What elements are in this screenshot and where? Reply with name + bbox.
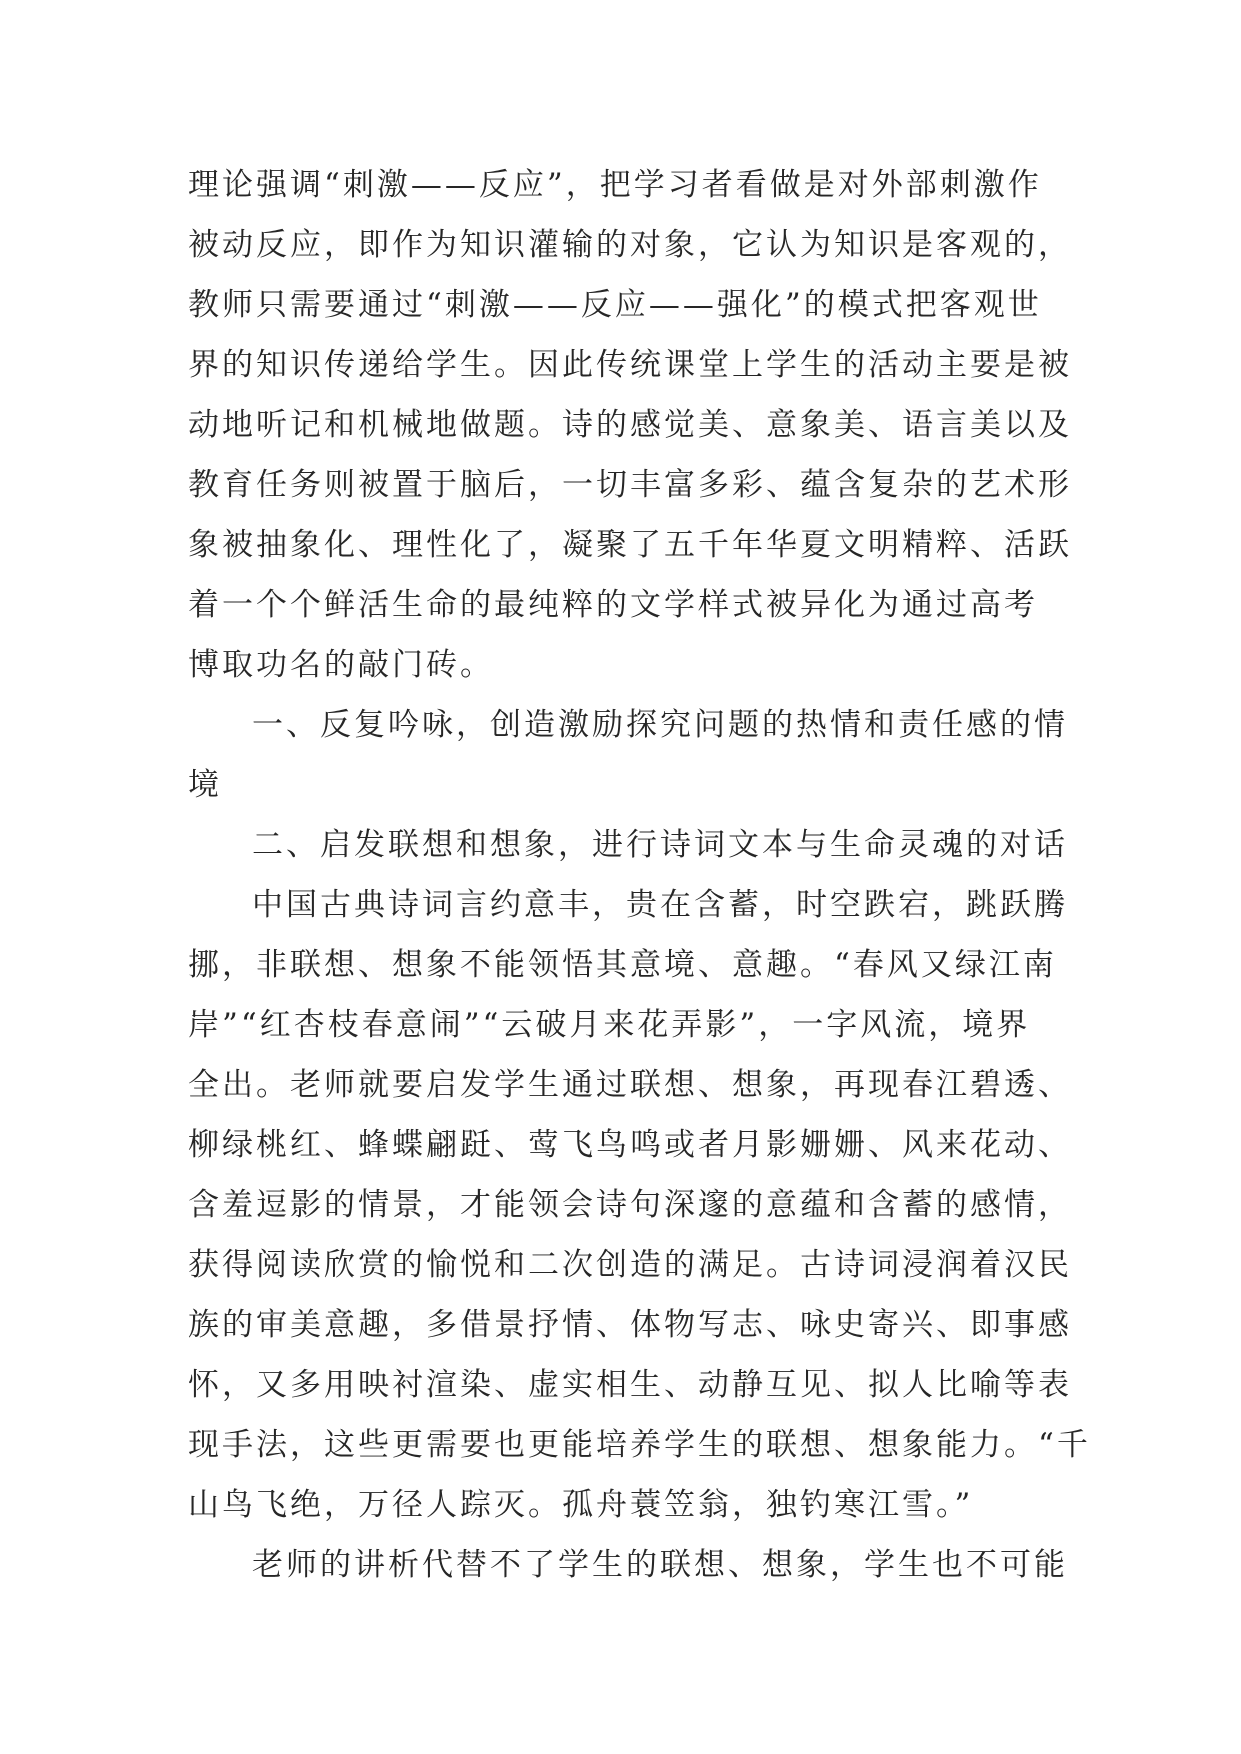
text-line: 界的知识传递给学生。因此传统课堂上学生的活动主要是被	[188, 347, 1072, 383]
text-line: 教育任务则被置于脑后，一切丰富多彩、蕴含复杂的艺术形	[188, 467, 1072, 503]
text-line: 现手法，这些更需要也更能培养学生的联想、想象能力。“千	[188, 1427, 1091, 1463]
text-line: 族的审美意趣，多借景抒情、体物写志、咏史寄兴、即事感	[188, 1307, 1072, 1343]
text-line: 理论强调“刺激——反应”，把学习者看做是对外部刺激作	[188, 167, 1042, 203]
text-line: 怀，又多用映衬渲染、虚实相生、动静互见、拟人比喻等表	[188, 1367, 1072, 1403]
text-line: 着一个个鲜活生命的最纯粹的文学样式被异化为通过高考	[188, 587, 1038, 623]
text-line: 获得阅读欣赏的愉悦和二次创造的满足。古诗词浸润着汉民	[188, 1247, 1072, 1283]
text-line: 被动反应，即作为知识灌输的对象，它认为知识是客观的，	[188, 227, 1072, 263]
text-line: 含羞逗影的情景，才能领会诗句深邃的意蕴和含蓄的感情，	[188, 1187, 1072, 1223]
section-heading-2: 二、启发联想和想象，进行诗词文本与生命灵魂的对话	[252, 827, 1068, 863]
text-line: 动地听记和机械地做题。诗的感觉美、意象美、语言美以及	[188, 407, 1072, 443]
text-line: 岸”“红杏枝春意闹”“云破月来花弄影”，一字风流，境界	[188, 1007, 1031, 1043]
document-body	[188, 155, 1091, 1595]
section-heading-1: 一、反复吟咏，创造激励探究问题的热情和责任感的情	[252, 707, 1068, 743]
text-line: 教师只需要通过“刺激——反应——强化”的模式把客观世	[188, 287, 1042, 323]
text-line: 境	[188, 767, 222, 803]
text-line: 挪，非联想、想象不能领悟其意境、意趣。“春风又绿江南	[188, 947, 1057, 983]
text-line: 象被抽象化、理性化了，凝聚了五千年华夏文明精粹、活跃	[188, 527, 1072, 563]
text-line: 博取功名的敲门砖。	[188, 647, 494, 683]
text-line: 柳绿桃红、蜂蝶翩跹、莺飞鸟鸣或者月影姗姗、风来花动、	[188, 1127, 1072, 1163]
text-line: 山鸟飞绝，万径人踪灭。孤舟蓑笠翁，独钓寒江雪。”	[188, 1487, 974, 1523]
text-line: 全出。老师就要启发学生通过联想、想象，再现春江碧透、	[188, 1067, 1072, 1103]
paragraph-start: 老师的讲析代替不了学生的联想、想象，学生也不可能	[252, 1547, 1068, 1583]
paragraph-start: 中国古典诗词言约意丰，贵在含蓄，时空跌宕，跳跃腾	[252, 887, 1068, 923]
